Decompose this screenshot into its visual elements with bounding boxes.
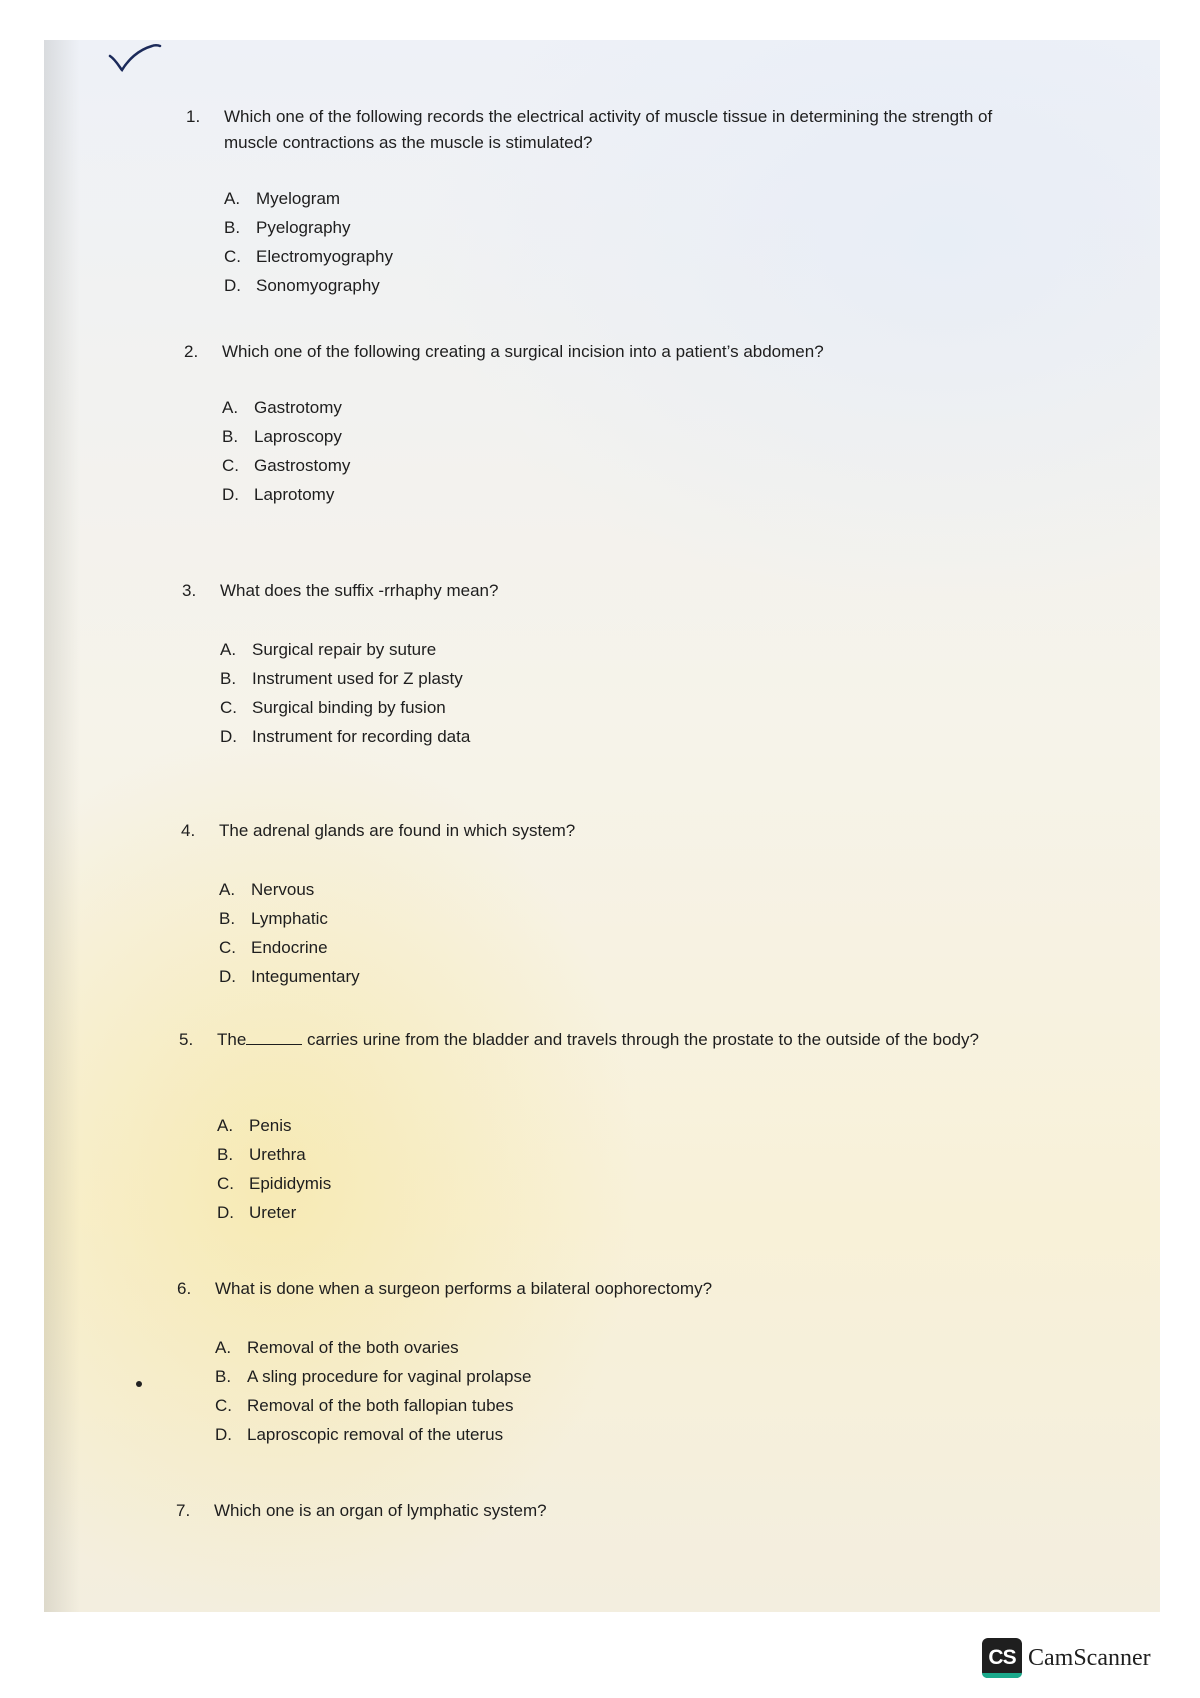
option-d: D. Instrument for recording data bbox=[220, 727, 471, 746]
page-edge-shadow bbox=[44, 40, 80, 1612]
options-list bbox=[220, 635, 470, 751]
option-c: C. Removal of the both fallopian tubes bbox=[215, 1396, 514, 1415]
camscanner-watermark bbox=[982, 1638, 1151, 1678]
question-6 bbox=[177, 1276, 995, 1444]
question-7 bbox=[176, 1498, 994, 1524]
question-number: 2. bbox=[184, 342, 199, 361]
question-text: Which one is an organ of lymphatic system? bbox=[214, 1501, 547, 1520]
question-3 bbox=[182, 578, 1000, 746]
option-c: C. Epididymis bbox=[217, 1174, 332, 1193]
question-text: What does the suffix -rrhaphy mean? bbox=[220, 581, 499, 600]
question-text: Which one of the following records the electrical activity of muscle tissue in determining the strength of muscle contractions as the muscle is stimulated? bbox=[224, 107, 993, 152]
option-b: B. Lymphatic bbox=[219, 909, 328, 928]
scanned-page bbox=[44, 40, 1160, 1612]
question-text: What is done when a surgeon performs a bilateral oophorectomy? bbox=[215, 1279, 713, 1298]
question-number: 6. bbox=[177, 1279, 192, 1298]
option-b: B. Instrument used for Z plasty bbox=[220, 669, 463, 688]
question-number: 1. bbox=[186, 107, 201, 126]
fill-in-blank bbox=[246, 1030, 302, 1045]
option-d: D. Sonomyography bbox=[224, 276, 380, 295]
option-c: C. Electromyography bbox=[224, 247, 394, 266]
option-d: D. Integumentary bbox=[219, 967, 360, 986]
options-list bbox=[217, 1111, 331, 1227]
option-a: A. Nervous bbox=[219, 880, 315, 899]
question-number: 4. bbox=[181, 821, 196, 840]
option-a: A. Myelogram bbox=[224, 189, 341, 208]
options-list bbox=[215, 1333, 531, 1449]
option-a: A. Gastrotomy bbox=[222, 398, 342, 417]
option-a: A. Removal of the both ovaries bbox=[215, 1338, 459, 1357]
option-a: A. Penis bbox=[217, 1116, 292, 1135]
option-d: D. Laprotomy bbox=[222, 485, 335, 504]
options-list bbox=[224, 184, 393, 300]
option-b: B. Pyelography bbox=[224, 218, 351, 237]
question-text: The adrenal glands are found in which system? bbox=[219, 821, 576, 840]
option-b: B. Urethra bbox=[217, 1145, 306, 1164]
option-b: B. Laproscopy bbox=[222, 427, 342, 446]
option-a: A. Surgical repair by suture bbox=[220, 640, 437, 659]
option-c: C. Endocrine bbox=[219, 938, 328, 957]
question-1 bbox=[186, 104, 1004, 295]
handwritten-checkmark-icon bbox=[104, 40, 174, 80]
question-number: 3. bbox=[182, 581, 197, 600]
option-c: C. Surgical binding by fusion bbox=[220, 698, 446, 717]
options-list bbox=[219, 875, 360, 991]
question-text: The carries urine from the bladder and travels through the prostate to the outside of the body? bbox=[217, 1030, 979, 1049]
options-list bbox=[222, 393, 350, 509]
question-text: Which one of the following creating a surgical incision into a patient’s abdomen? bbox=[222, 342, 824, 361]
camscanner-logo-icon: CS bbox=[982, 1638, 1022, 1678]
question-5 bbox=[179, 1027, 997, 1222]
question-number: 7. bbox=[176, 1501, 191, 1520]
question-2 bbox=[184, 339, 1002, 504]
camscanner-name: CamScanner bbox=[1028, 1644, 1151, 1671]
option-d: D. Ureter bbox=[217, 1203, 297, 1222]
question-4 bbox=[181, 818, 999, 986]
question-number: 5. bbox=[179, 1030, 194, 1049]
option-c: C. Gastrostomy bbox=[222, 456, 351, 475]
option-d: D. Laproscopic removal of the uterus bbox=[215, 1425, 504, 1444]
pen-dot-mark bbox=[136, 1381, 142, 1387]
option-b: B. A sling procedure for vaginal prolapse bbox=[215, 1367, 532, 1386]
